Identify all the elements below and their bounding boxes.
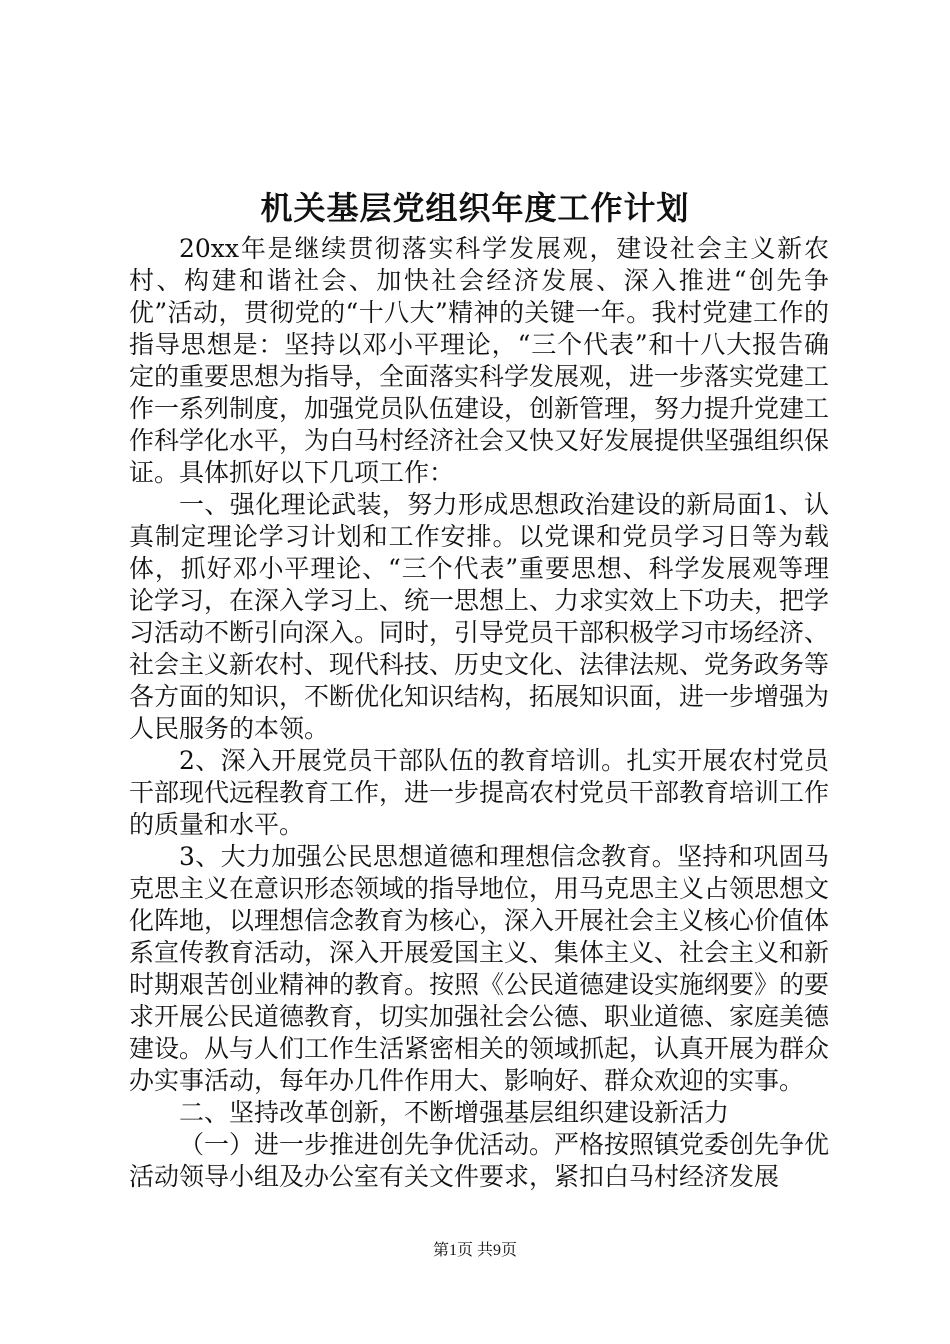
document-body <box>129 233 829 1193</box>
paragraph-item-two: 2、深入开展党员干部队伍的教育培训。扎实开展农村党员干部现代远程教育工作，进一步提高农村党员干部教育培训工作的质量和水平。 <box>129 746 830 839</box>
paragraph-section-two-heading: 二、坚持改革创新，不断增强基层组织建设新活力 <box>179 1098 730 1127</box>
page-number-footer: 第1页 共9页 <box>432 1242 517 1259</box>
paragraph-intro: 20xx年是继续贯彻落实科学发展观，建设社会主义新农村、构建和谐社会、加快社会经济发展、深入推进“创先争优”活动，贯彻党的“十八大”精神的关键一年。我村党建工作的指导思想是：坚持以邓小平理论，“三个代表”和十八大报告确定的重要思想为指导，全面落实科学发展观，进一步落实党建工作一系列制度，加强党员队伍建设，创新管理，努力提升党建工作科学化水平，为白马村经济社会又快又好发展提供坚强组织保证。具体抓好以下几项工作： <box>129 234 830 487</box>
paragraph-section-one: 一、强化理论武装，努力形成思想政治建设的新局面1、认真制定理论学习计划和工作安排。以党课和党员学习日等为载体，抓好邓小平理论、“三个代表”重要思想、科学发展观等理论学习，在深入学习上、统一思想上、力求实效上下功夫，把学习活动不断引向深入。同时，引导党员干部积极学习市场经济、社会主义新农村、现代科技、历史文化、法律法规、党务政务等各方面的知识，不断优化知识结构，拓展知识面，进一步增强为人民服务的本领。 <box>129 490 830 743</box>
paragraph-subsection-one: （一）进一步推进创先争优活动。严格按照镇党委创先争优活动领导小组及办公室有关文件要求，紧扣白马村经济发展 <box>129 1130 830 1191</box>
paragraph-item-three: 3、大力加强公民思想道德和理想信念教育。坚持和巩固马克思主义在意识形态领域的指导地位，用马克思主义占领思想文化阵地，以理想信念教育为核心，深入开展社会主义核心价值体系宣传教育活动，深入开展爱国主义、集体主义、社会主义和新时期艰苦创业精神的教育。按照《公民道德建设实施纲要》的要求开展公民道德教育，切实加强社会公德、职业道德、家庭美德建设。从与人们工作生活紧密相关的领域抓起，认真开展为群众办实事活动，每年办几件作用大、影响好、群众欢迎的实事。 <box>129 842 830 1095</box>
document-title: 机关基层党组织年度工作计划 <box>260 189 690 227</box>
